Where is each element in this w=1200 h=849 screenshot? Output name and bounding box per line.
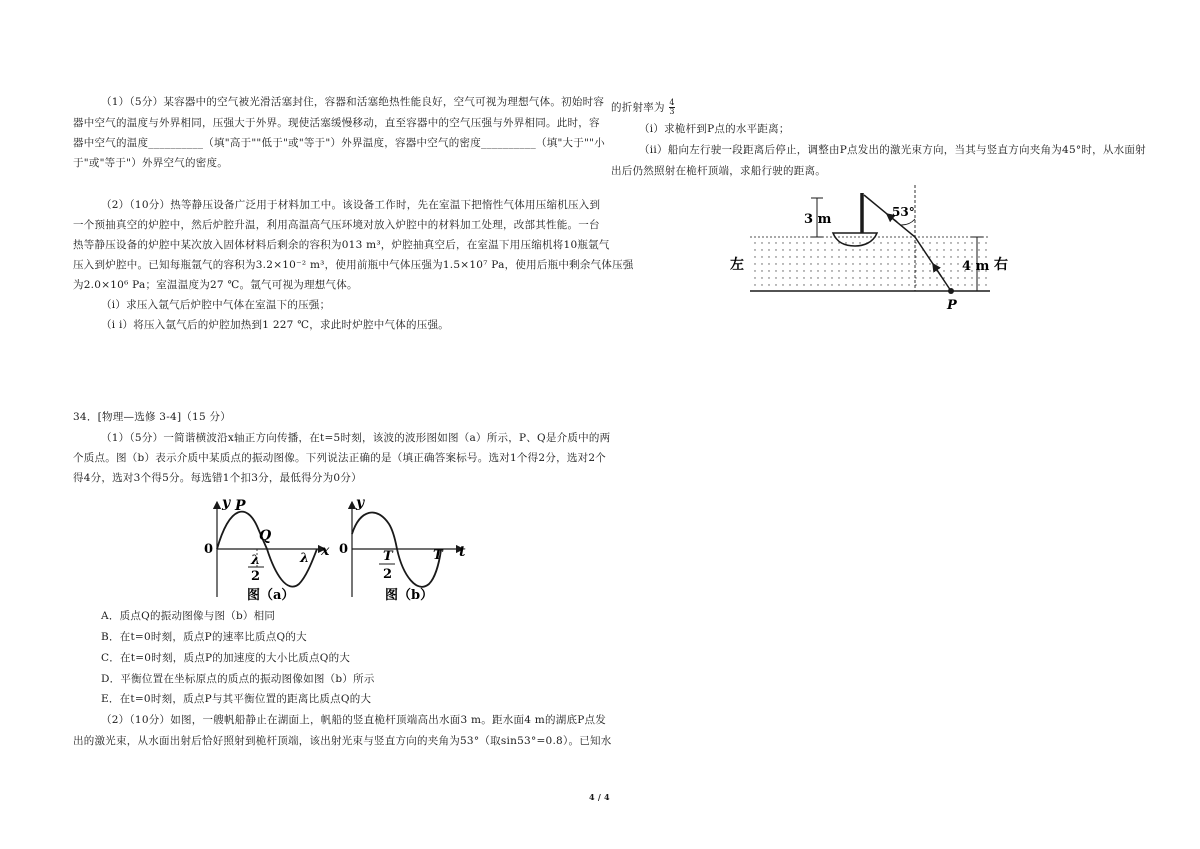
q34-1-line-3: 得4分，选对3个得5分。每选错1个扣3分，最低得分为0分） xyxy=(73,472,362,484)
wave-b-y-label: y xyxy=(356,495,365,511)
point-P-label: P xyxy=(947,298,957,313)
right-line-1-text: 的折射率为 xyxy=(611,101,665,114)
refraction-fraction xyxy=(669,99,674,116)
page-number: 4 / 4 xyxy=(589,792,610,802)
wave-a-half-num: λ xyxy=(251,553,261,568)
q34-2-line-2: 出的激光束，从水面出射后恰好照射到桅杆顶端，该出射光束与竖直方向的夹角为53°（取sin53°=0.8）。已知水 xyxy=(73,735,612,747)
option-e: E．在t=0时刻，质点P与其平衡位置的距离比质点Q的大 xyxy=(101,693,372,705)
q34-1-line-1: （1）（5分）一简谐横波沿x轴正方向传播，在t=5时刻，该波的波形图如图（a）所示，P、Q是介质中的两 xyxy=(101,432,611,444)
wave-b-T: T xyxy=(433,548,443,563)
right-item-ii: （ii）船向左行驶一段距离后停止，调整由P点发出的激光束方向，当其与竖直方向夹角为45°时，从水面射 xyxy=(639,144,1146,156)
wave-a-y-label: y xyxy=(222,495,231,511)
fraction-numerator: 4 xyxy=(669,98,675,107)
q33-2-sub-i: （i）求压入氩气后炉腔中气体在室温下的压强； xyxy=(101,299,331,311)
mast-height-label: 3 m xyxy=(804,212,832,227)
q33-2-line-1: （2）（10分）热等静压设备广泛用于材料加工中。该设备工作时，先在室温下把惰性气体用压缩机压入到 xyxy=(101,199,601,211)
wave-figure xyxy=(195,494,480,606)
fraction-denominator: 3 xyxy=(669,107,675,116)
wave-a-half-den: 2 xyxy=(251,569,261,584)
wave-a-caption: 图（a） xyxy=(247,588,295,603)
left-label: 左 xyxy=(730,257,744,273)
wave-b-t-label: t xyxy=(459,544,466,560)
wave-figure-a xyxy=(204,495,330,603)
point-P xyxy=(948,288,954,294)
depth-label: 4 m xyxy=(962,259,990,274)
q33-1-line-2: 器中空气的温度与外界相同，压强大于外界。现使活塞缓慢移动，直至容器中的空气压强与外界相同。此时，容 xyxy=(73,117,600,129)
wave-a-lambda: λ xyxy=(300,551,310,566)
right-item-i: （i）求桅杆到P点的水平距离； xyxy=(639,123,790,135)
q33-2-line-4: 压入到炉腔中。已知每瓶氩气的容积为3.2×10⁻² m³，使用前瓶中气体压强为1.5×10⁷ Pa，使用后瓶中剩余气体压强 xyxy=(73,259,634,271)
right-line-1 xyxy=(611,99,675,116)
option-a: A．质点Q的振动图像与图（b）相同 xyxy=(101,610,276,622)
wave-a-Q-label: Q xyxy=(259,528,272,544)
wave-a-origin: 0 xyxy=(204,542,214,557)
right-label: 右 xyxy=(994,257,1008,273)
wave-a-x-label: x xyxy=(321,543,330,559)
wave-b-half-den: 2 xyxy=(383,567,393,582)
q33-2-line-5: 为2.0×10⁶ Pa；室温温度为27 ℃。氩气可视为理想气体。 xyxy=(73,279,358,291)
q34-title: 34．[物理—选修 3-4]（15 分） xyxy=(73,411,231,423)
q33-1-line-1: （1）（5分）某容器中的空气被光滑活塞封住，容器和活塞绝热性能良好，空气可视为理想气体。初始时容 xyxy=(101,96,605,108)
q34-2-line-1: （2）（10分）如图，一艘帆船静止在湖面上，帆船的竖直桅杆顶端高出水面3 m。距水面4 m的湖底P点发 xyxy=(101,714,607,726)
wave-a-P-label: P xyxy=(235,498,246,514)
water-area xyxy=(750,237,990,291)
option-d: D．平衡位置在坐标原点的质点的振动图像如图（b）所示 xyxy=(101,673,375,685)
wave-b-half-num: T xyxy=(383,549,393,564)
q33-1-line-3: 器中空气的温度__________（填"高于""低于"或"等于"）外界温度，容器中空气的密度__________（填"大于""小 xyxy=(73,137,605,149)
option-b: B．在t=0时刻，质点P的速率比质点Q的大 xyxy=(101,631,307,643)
boat-figure xyxy=(725,185,1015,315)
q33-2-sub-ii: （i i）将压入氩气后的炉腔加热到1 227 ℃，求此时炉腔中气体的压强。 xyxy=(101,319,449,331)
angle-label: 53° xyxy=(892,205,915,219)
q33-2-line-3: 热等静压设备的炉腔中某次放入固体材料后剩余的容积为013 m³，炉腔抽真空后，在室温下用压缩机将10瓶氩气 xyxy=(73,239,610,251)
q34-1-line-2: 个质点。图（b）表示介质中某质点的振动图像。下列说法正确的是（填正确答案标号。选对1个得2分，选对2个 xyxy=(73,452,607,464)
wave-b-origin: 0 xyxy=(339,542,349,557)
q33-2-line-2: 一个预抽真空的炉腔中，然后炉腔升温，利用高温高气压环境对放入炉腔中的材料加工处理，改部其性能。一台 xyxy=(73,219,600,231)
q33-1-line-4: 于"或"等于"）外界空气的密度。 xyxy=(73,157,228,169)
option-c: C．在t=0时刻，质点P的加速度的大小比质点Q的大 xyxy=(101,652,351,664)
wave-b-caption: 图（b） xyxy=(385,588,434,603)
wave-figure-b xyxy=(339,495,466,603)
right-item-ii-cont: 出后仍然照射在桅杆顶端，求船行驶的距离。 xyxy=(611,165,826,177)
